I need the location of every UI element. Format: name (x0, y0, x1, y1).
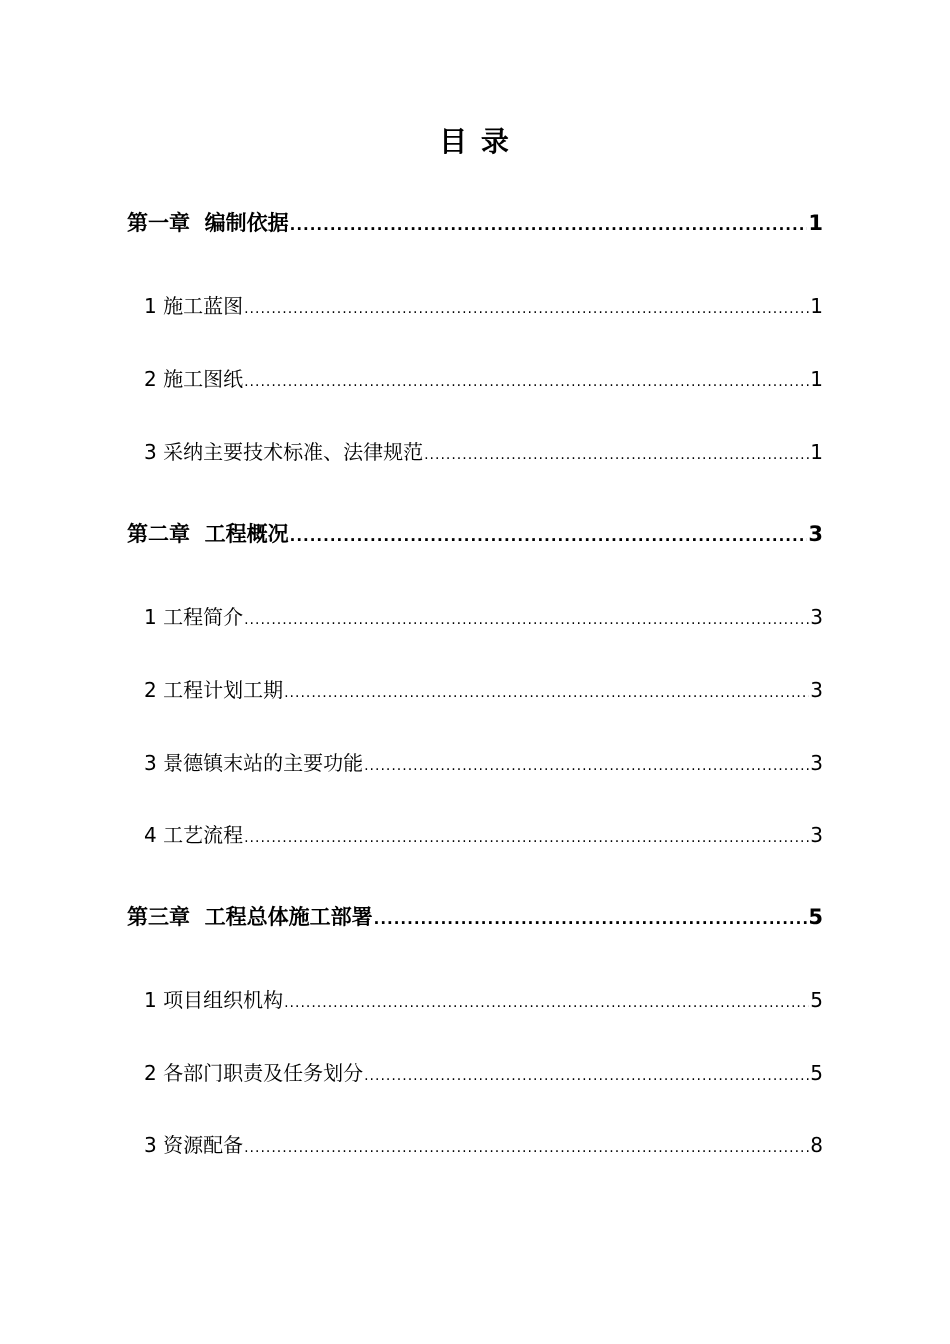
toc-label: 3 景德镇末站的主要功能 (144, 751, 364, 775)
toc-section-3-1[interactable] (144, 985, 823, 1015)
toc-page-number: 1 (810, 294, 823, 318)
toc-dot-leader (424, 440, 809, 470)
toc-label: 3 资源配备 (144, 1133, 244, 1157)
toc-dot-leader (244, 294, 809, 324)
toc-page-number: 3 (810, 823, 823, 847)
toc-label: 第三章 工程总体施工部署 (127, 905, 373, 929)
toc-dot-leader (364, 751, 809, 781)
toc-label: 1 项目组织机构 (144, 988, 284, 1012)
toc-page-number: 3 (810, 678, 823, 702)
toc-page-number: 8 (810, 1133, 823, 1157)
toc-dot-leader (374, 904, 808, 934)
toc-page-number: 3 (810, 751, 823, 775)
toc-dot-leader (244, 1133, 809, 1163)
toc-dot-leader (290, 210, 808, 240)
toc-page-number: 5 (808, 905, 823, 929)
toc-section-3-3[interactable] (144, 1130, 823, 1160)
toc-section-3-2[interactable] (144, 1058, 823, 1088)
toc-section-2-4[interactable] (144, 820, 823, 850)
toc-chapter-2[interactable] (127, 519, 823, 549)
toc-label: 4 工艺流程 (144, 823, 244, 847)
toc-label: 1 工程简介 (144, 605, 244, 629)
toc-section-2-2[interactable] (144, 675, 823, 705)
toc-section-2-3[interactable] (144, 748, 823, 778)
toc-dot-leader (364, 1061, 809, 1091)
toc-label: 3 采纳主要技术标准、法律规范 (144, 440, 424, 464)
toc-dot-leader (244, 605, 809, 635)
toc-dot-leader (290, 521, 808, 551)
toc-page-number: 1 (808, 211, 823, 235)
toc-dot-leader (284, 678, 809, 708)
toc-section-1-2[interactable] (144, 364, 823, 394)
toc-label: 第一章 编制依据 (127, 211, 289, 235)
toc-label: 2 各部门职责及任务划分 (144, 1061, 364, 1085)
toc-section-1-3[interactable] (144, 437, 823, 467)
toc-section-2-1[interactable] (144, 602, 823, 632)
toc-label: 1 施工蓝图 (144, 294, 244, 318)
toc-dot-leader (244, 367, 809, 397)
page-title: 目 录 (439, 125, 511, 158)
toc-page-number: 3 (810, 605, 823, 629)
toc-chapter-1[interactable] (127, 208, 823, 238)
toc-page-number: 1 (810, 367, 823, 391)
toc-label: 2 施工图纸 (144, 367, 244, 391)
toc-section-1-1[interactable] (144, 291, 823, 321)
toc-dot-leader (284, 988, 809, 1018)
toc-page-number: 3 (808, 522, 823, 546)
toc-page-number: 5 (810, 1061, 823, 1085)
toc-page-number: 1 (810, 440, 823, 464)
toc-page-number: 5 (810, 988, 823, 1012)
toc-chapter-3[interactable] (127, 902, 823, 932)
toc-label: 2 工程计划工期 (144, 678, 284, 702)
toc-label: 第二章 工程概况 (127, 522, 289, 546)
toc-dot-leader (244, 823, 809, 853)
